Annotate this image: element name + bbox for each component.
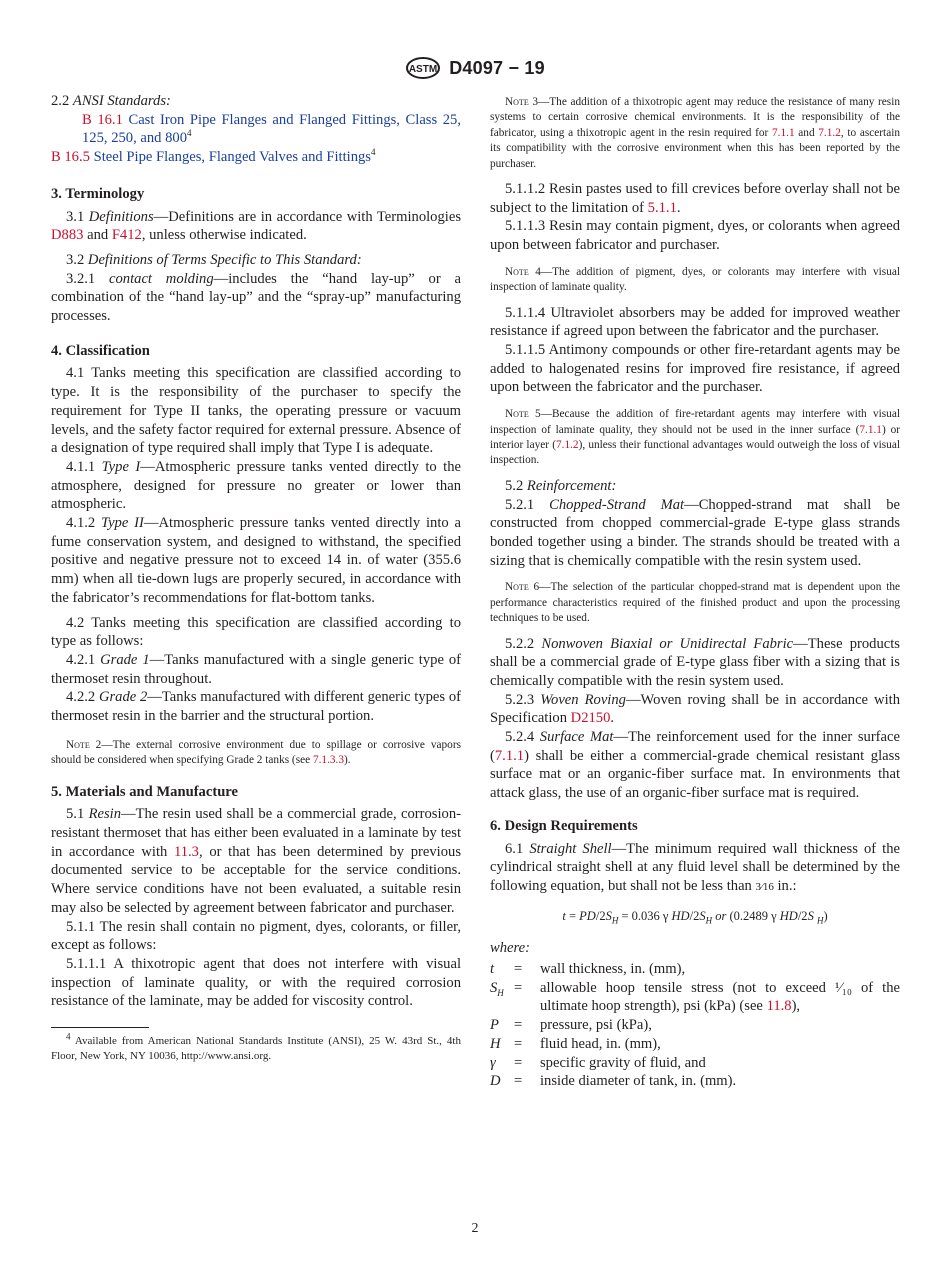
where-label: where:: [490, 940, 530, 957]
astm-logo-icon: [405, 56, 441, 80]
para-5-1-1-5: 5.1.1.5 Antimony compounds or other fire-retardant agents may be added to halogenated resins for improved fire resistance, if agreed upon between the fabricator and the purchaser.: [490, 342, 900, 396]
link-d883[interactable]: D883: [51, 227, 84, 244]
para-5-1-1-2: 5.1.1.2 Resin pastes used to fill crevices before overlay shall not be subject to the limitation of 5.1.1.: [490, 181, 900, 216]
para-4-2-1: 4.2.1 Grade 1—Tanks manufactured with a single generic type of thermoset resin throughout.: [51, 651, 461, 687]
para-4-1-2: 4.1.2 Type II—Atmospheric pressure tanks vented directly into a fume conservation system, and designed to withstand, the specified positive and negative pressure not to exceed 14 in. of water (355.6 mm) when all tie-down lugs are properly secured, in accordance with the fabricator’s recommendations for flat-bottom tanks.: [51, 515, 461, 606]
definition-row: γ = specific gravity of fluid, and: [490, 1054, 706, 1071]
para-5-1: 5.1 Resin—The resin used shall be a commercial grade, corrosion-resistant thermoset that has either been evaluated in a laminate by test in accordance with 11.3, or that has been determined by previous documented service to be acceptable for the service conditions. Where service conditions have not been evaluated, a suitable resin may also be selected by agreement between fabricator and purchaser.: [51, 806, 461, 916]
wall-thickness-equation: $t = PD/2S_H = 0.036$ γ $HD/2S_H$ or (0.2489 γ HD/2S $_H$): [562, 908, 828, 926]
para-4-2-2: 4.2.2 Grade 2—Tanks manufactured with different generic types of thermoset resin in the barrier and the structural portion.: [51, 689, 461, 725]
heading-classification: 4. Classification: [51, 342, 150, 359]
para-4-1: 4.1 Tanks meeting this specification are classified according to type. It is the responsibility of the purchaser to specify the requirement for Type II tanks, the operating pressure or vacuum levels, and the safety factor required for external pressure. Absence of a designation of type required shall imply that Type I is adequate.: [51, 365, 461, 457]
heading-design-requirements: 6. Design Requirements: [490, 817, 638, 834]
para-5-1-1-4: 5.1.1.4 Ultraviolet absorbers may be added for improved weather resistance if agreed upon between the fabricator and the purchaser.: [490, 304, 900, 340]
definition-row: H = fluid head, in. (mm),: [490, 1035, 661, 1052]
page-header: [0, 56, 950, 80]
footnote-rule: [51, 1027, 149, 1028]
definition-row: $S_H$ = allowable hoop tensile stress (not to exceed ¹⁄₁₀ of the ultimate hoop strength), psi (kPa) (see 11.8),: [490, 979, 900, 1015]
link-f412[interactable]: F412: [111, 227, 142, 244]
para-5-2-3: 5.2.3 Woven Roving—Woven roving shall be in accordance with Specification D2150.: [490, 691, 900, 727]
note-5: Note 5—Because the addition of fire-retardant agents may interfere with visual inspection of laminate quality, they should not be used in the inner surface (7.1.1) or interior layer (7.1.2), unless their functional advantages would outweigh the loss of visual inspection.: [490, 408, 900, 467]
ansi-standards: [51, 92, 461, 167]
definition-row: t = wall thickness, in. (mm),: [490, 961, 686, 978]
reference-b16-5[interactable]: B 16.5 Steel Pipe Flanges, Flanged Valves and Fittings$^4$: [51, 147, 376, 166]
link-7-1-2[interactable]: 7.1.2: [818, 126, 841, 139]
link-5-1-1[interactable]: 5.1.1: [647, 199, 677, 216]
link-7-1-1[interactable]: 7.1.1: [772, 126, 795, 139]
para-5-2-1: 5.2.1 Chopped-Strand Mat—Chopped-strand mat shall be constructed from chopped commercial-grade E-type glass strands bonded together using a binder. The strands should be treated with a sizing that is chemically compatible with the resin system used.: [490, 496, 901, 569]
footnote-4: $^4$ Available from American National Standards Institute (ANSI), 25 W. 43rd St., 4th Floor, New York, NY 10036, http://www.ansi.org.: [51, 1031, 461, 1063]
para-3-2: 3.2 Definitions of Terms Specific to This Standard:: [66, 251, 362, 268]
right-column: [490, 92, 900, 1091]
variable-definitions: [490, 960, 900, 1091]
heading-terminology: 3. Terminology: [51, 185, 145, 202]
note-2: Note 2—The external corrosive environment due to spillage or corrosive vapors should be considered when specifying Grade 2 tanks (see 7.1.3.3).: [51, 738, 461, 767]
para-5-2: 5.2 Reinforcement:: [505, 477, 617, 494]
reference-b16-1[interactable]: B 16.1 Cast Iron Pipe Flanges and Flanged Fittings, Class 25, 125, 250, and $800^4$: [82, 111, 461, 147]
para-5-1-1-1: 5.1.1.1 A thixotropic agent that does not interfere with visual inspection of laminate quality, or with the required corrosion resistance of the laminate, may be added for viscosity control.: [51, 955, 461, 1010]
document-id: D4097 − 19: [449, 57, 545, 78]
note-6: Note 6—The selection of the particular chopped-strand mat is dependent upon the performance characteristics required of the finished product and upon the processing techniques to be used.: [490, 581, 900, 625]
section-2-2: 2.2 ANSI Standards:: [51, 93, 171, 109]
para-5-1-1: 5.1.1 The resin shall contain no pigment, dyes, colorants, or filler, except as follows:: [51, 918, 461, 954]
para-5-1-1-3: 5.1.1.3 Resin may contain pigment, dyes, or colorants when agreed upon between fabricator and purchaser.: [490, 218, 900, 254]
link-11-3[interactable]: 11.3: [173, 843, 199, 860]
para-6-1: 6.1 Straight Shell—The minimum required wall thickness of the cylindrical straight shell at any fluid level shall be determined by the following equation, but shall not be less than 3⁄16 in.:: [490, 840, 900, 894]
svg-text:ASTM: ASTM: [409, 64, 438, 75]
para-5-2-4: 5.2.4 Surface Mat—The reinforcement used for the inner surface (7.1.1) shall be either a commercial-grade chemical resistant glass surface mat or an organic-fiber surface mat. In environments that attack glass, the use of an organic-fiber surface mat is required.: [490, 729, 900, 802]
definition-row: D = inside diameter of tank, in. (mm).: [490, 1073, 737, 1090]
left-column: [51, 92, 461, 1064]
link-7-1-1-b[interactable]: 7.1.1: [859, 423, 882, 436]
para-3-1: 3.1 Definitions—Definitions are in accordance with Terminologies D883 and F412, unless otherwise indicated.: [51, 208, 461, 244]
note-3: Note 3—The addition of a thixotropic agent may reduce the resistance of many resin systems to certain corrosive chemical environments. It is the responsibility of the fabricator, using a thixotropic agent in the resin required for 7.1.1 and 7.1.2, to ascertain its compatibility with the corrosive environment when this has been reported by the purchaser.: [490, 96, 900, 170]
page-number: 2: [471, 1221, 479, 1236]
para-4-2: 4.2 Tanks meeting this specification are classified according to type as follows:: [51, 614, 461, 650]
para-3-2-1: 3.2.1 contact molding—includes the “hand lay-up” or a combination of the “hand lay-up” and the “spray-up” manufacturing processes.: [51, 270, 461, 325]
para-4-1-1: 4.1.1 Type I—Atmospheric pressure tanks vented directly to the atmosphere, designed for pressure no greater or lower than atmospheric.: [51, 458, 461, 513]
heading-materials: 5. Materials and Manufacture: [51, 783, 238, 800]
link-7-1-1-c[interactable]: 7.1.1: [494, 747, 525, 764]
para-5-2-2: 5.2.2 Nonwoven Biaxial or Unidirectal Fabric—These products shall be a commercial grade of E-type glass fiber with a sizing that is chemically compatible with the resin system used.: [490, 635, 900, 689]
definition-row: P = pressure, psi (kPa),: [490, 1017, 652, 1034]
link-7-1-3-3[interactable]: 7.1.3.3: [312, 754, 345, 767]
link-11-8[interactable]: 11.8: [766, 998, 792, 1015]
link-7-1-2-b[interactable]: 7.1.2: [555, 438, 579, 451]
link-d2150[interactable]: D2150: [570, 710, 611, 727]
note-4: Note 4—The addition of pigment, dyes, or colorants may interfere with visual inspection of laminate quality.: [490, 265, 901, 294]
